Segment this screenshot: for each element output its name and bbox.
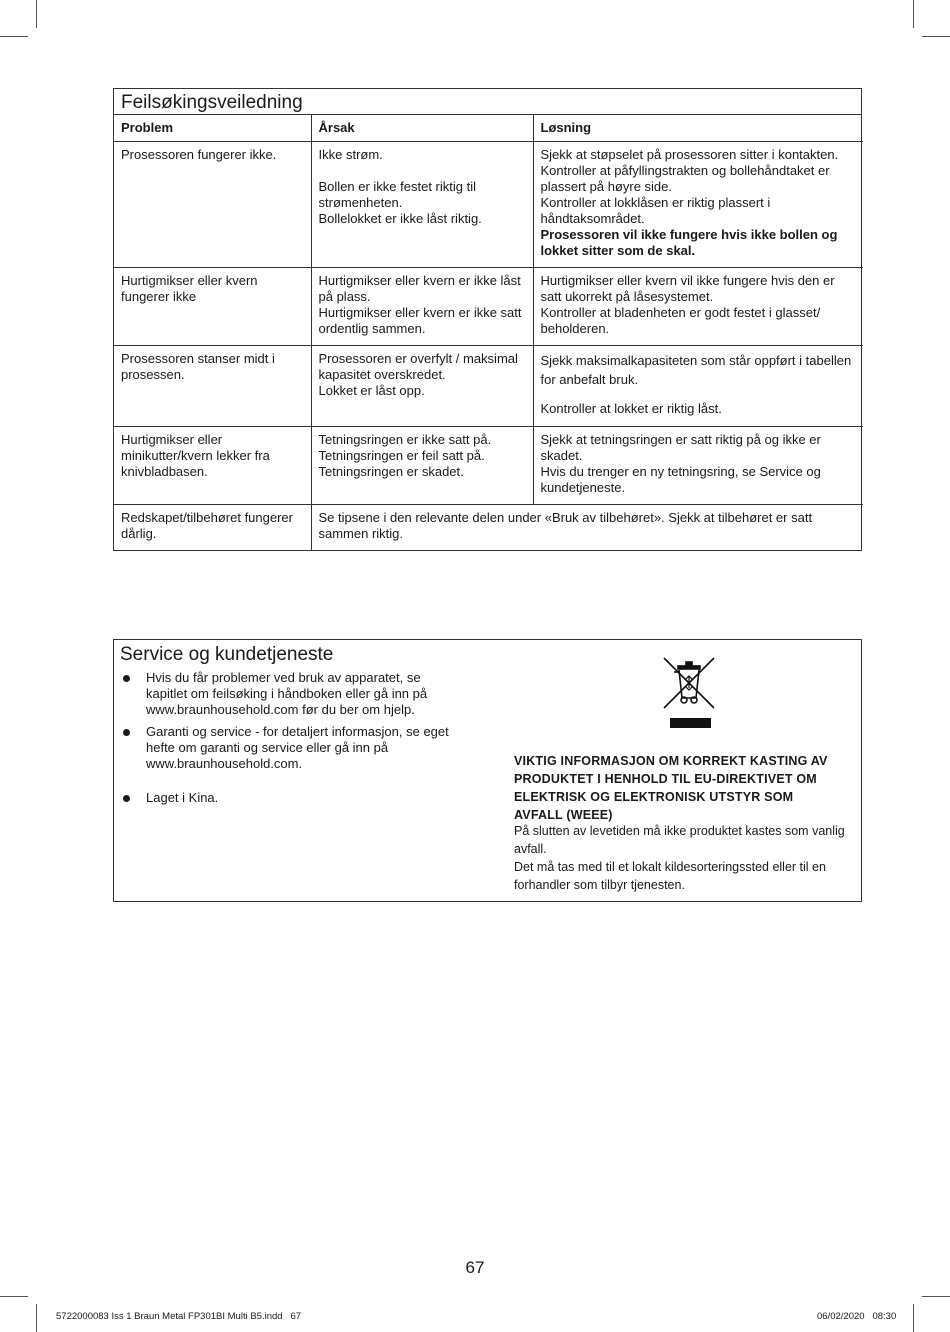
solution-text: Se tipsene i den relevante delen under «Bruk av tilbehøret». Sjekk at tilbehøret er satt sammen riktig. (318, 509, 813, 541)
problem-cell (114, 267, 311, 345)
solution-text: Hurtigmikser eller kvern vil ikke fungere hvis den er satt ukorrekt på låsesystemet. (540, 272, 835, 304)
list-item (120, 670, 465, 718)
cause-text: Ikke strøm. (318, 146, 383, 162)
problem-cell (114, 141, 311, 267)
crop-mark (36, 1304, 37, 1332)
solution-cell (533, 426, 863, 504)
troubleshooting-table (114, 115, 863, 550)
problem-text: Prosessoren fungerer ikke. (121, 146, 277, 162)
list-item (120, 724, 465, 772)
problem-text: Redskapet/tilbehøret fungerer dårlig. (121, 509, 293, 541)
page-number: 67 (465, 1258, 485, 1277)
column-header-solution: Løsning (533, 115, 863, 141)
table-row (114, 267, 863, 345)
cause-cell (311, 345, 533, 426)
weee-black-bar (670, 718, 711, 728)
solution-text: Kontroller at påfyllingstrakten og bollehåndtaket er plassert på høyre side. (540, 162, 830, 194)
crop-mark (0, 1296, 28, 1297)
weee-text: Det må tas med til et lokalt kildesorteringssted eller til en forhandler som tilbyr tjenesten. (514, 860, 826, 892)
bullet-text: Laget i Kina. (146, 790, 219, 805)
cause-text: Tetningsringen er ikke satt på. (318, 431, 492, 447)
problem-cell (114, 504, 311, 550)
crop-mark (922, 1296, 950, 1297)
cause-cell (311, 141, 533, 267)
weee-body (514, 822, 859, 894)
weee-heading: VIKTIG INFORMASJON OM KORREKT KASTING AV PRODUKTET I HENHOLD TIL EU-DIREKTIVET OM ELEKTRISK OG ELEKTRONISK UTSTYR SOM AVFALL (WEEE) (514, 754, 828, 822)
crop-mark (913, 0, 914, 28)
solution-warning-text: Prosessoren vil ikke fungere hvis ikke bollen og lokket sitter som de skal. (540, 226, 838, 258)
cause-text: Tetningsringen er feil satt på. (318, 447, 485, 463)
weee-text: På slutten av levetiden må ikke produktet kastes som vanlig avfall. (514, 824, 845, 856)
solution-text: Kontroller at lokket er riktig låst. (540, 400, 722, 416)
table-row (114, 504, 863, 550)
solution-text: Sjekk at tetningsringen er satt riktig på og ikke er skadet. (540, 431, 821, 463)
crop-mark (0, 36, 28, 37)
table-row (114, 345, 863, 426)
troubleshooting-section (113, 88, 862, 551)
solution-text: Hvis du trenger en ny tetningsring, se Service og kundetjeneste. (540, 463, 821, 495)
cause-text: Hurtigmikser eller kvern er ikke satt ordentlig sammen. (318, 304, 522, 336)
cause-text: Prosessoren er overfylt / maksimal kapasitet overskredet. (318, 350, 518, 382)
cause-text: Bollen er ikke festet riktig til strømenheten. (318, 178, 477, 210)
cause-text: Bollelokket er ikke låst riktig. (318, 210, 482, 226)
table-row (114, 141, 863, 267)
problem-text: Hurtigmikser eller minikutter/kvern lekker fra knivbladbasen. (121, 431, 270, 479)
solution-cell (533, 267, 863, 345)
footer-file-info: 5722000083 Iss 1 Braun Metal FP301BI Multi B5.indd 67 (56, 1311, 302, 1322)
footer-date-time: 06/02/2020 08:30 (817, 1311, 897, 1322)
problem-cell (114, 426, 311, 504)
cause-cell (311, 267, 533, 345)
service-section (113, 639, 862, 902)
problem-text: Hurtigmikser eller kvern fungerer ikke (121, 272, 258, 304)
problem-cell (114, 345, 311, 426)
solution-text: Sjekk at støpselet på prosessoren sitter i kontakten. (540, 146, 839, 162)
table-row (114, 426, 863, 504)
bullet-icon (123, 675, 130, 682)
bullet-icon (123, 795, 130, 802)
solution-text: Kontroller at lokklåsen er riktig plassert i håndtaksområdet. (540, 194, 771, 226)
list-item (120, 790, 465, 806)
solution-cell (533, 345, 863, 426)
bullet-icon (123, 729, 130, 736)
crop-mark (36, 0, 37, 28)
column-header-problem: Problem (114, 115, 311, 141)
merged-solution-cell (311, 504, 863, 550)
bullet-text: Garanti og service - for detaljert informasjon, se eget hefte om garanti og service eller gå inn på www.braunhousehold.com. (146, 724, 449, 771)
column-header-cause: Årsak (311, 115, 533, 141)
cause-cell (311, 426, 533, 504)
solution-text: Kontroller at bladenheten er godt festet i glasset/ beholderen. (540, 304, 821, 336)
problem-text: Prosessoren stanser midt i prosessen. (121, 350, 275, 382)
crop-mark (913, 1304, 914, 1332)
cause-text: Hurtigmikser eller kvern er ikke låst på plass. (318, 272, 521, 304)
solution-cell (533, 141, 863, 267)
bullet-text: Hvis du får problemer ved bruk av apparatet, se kapitlet om feilsøking i håndboken eller gå inn på www.braunhousehold.com før du ber om hjelp. (146, 670, 428, 717)
crop-mark (922, 36, 950, 37)
service-title: Service og kundetjeneste (120, 644, 334, 665)
cause-text: Lokket er låst opp. (318, 382, 425, 398)
solution-text: Sjekk maksimalkapasiteten som står oppført i tabellen for anbefalt bruk. (540, 352, 852, 387)
cause-text: Tetningsringen er skadet. (318, 463, 464, 479)
service-bullet-list (120, 670, 465, 812)
troubleshooting-title: Feilsøkingsveiledning (114, 89, 861, 115)
